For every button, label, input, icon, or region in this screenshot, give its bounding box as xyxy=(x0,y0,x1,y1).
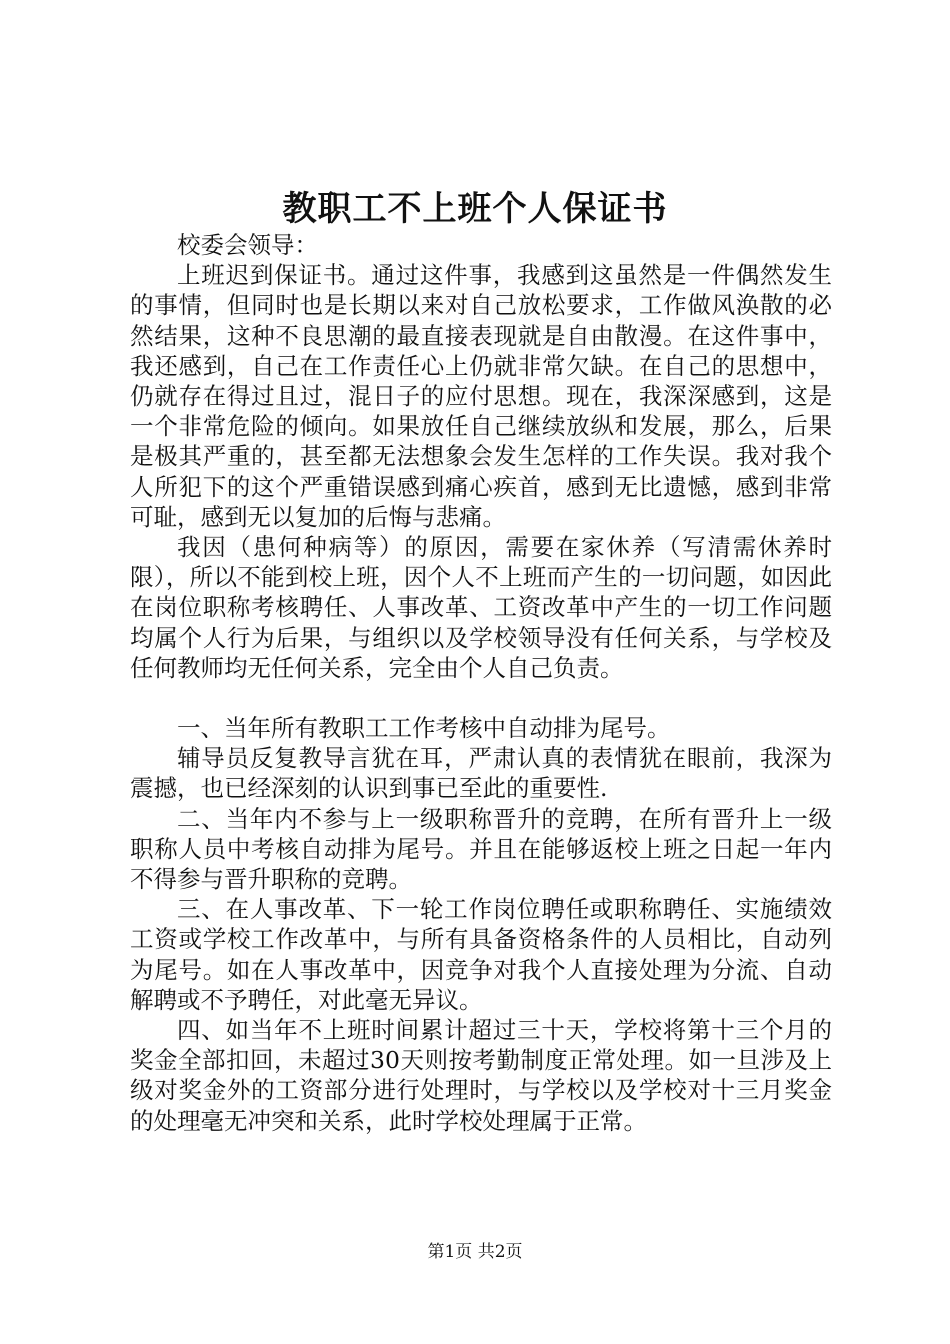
paragraph-intro: 上班迟到保证书。通过这件事，我感到这虽然是一件偶然发生的事情，但同时也是长期以来对自己放松要求，工作做风涣散的必然结果，这种不良思潮的最直接表现就是自由散漫。在这件事中，我还感到，自己在工作责任心上仍就非常欠缺。在自己的思想中，仍就存在得过且过，混日子的应付思想。现在，我深深感到，这是一个非常危险的倾向。如果放任自己继续放纵和发展，那么，后果是极其严重的，甚至都无法想象会发生怎样的工作失误。我对我个人所犯下的这个严重错误感到痛心疾首，感到无比遗憾，感到非常可耻，感到无以复加的后悔与悲痛。 xyxy=(130,261,832,531)
paragraph-item-4: 四、如当年不上班时间累计超过三十天，学校将第十三个月的奖金全部扣回，未超过30天则按考勤制度正常处理。如一旦涉及上级对奖金外的工资部分进行处理时，与学校以及学校对十三月奖金的处理毫无冲突和关系，此时学校处理属于正常。 xyxy=(130,1016,832,1135)
salutation: 校委会领导： xyxy=(177,231,318,259)
paragraph-item-2: 二、当年内不参与上一级职称晋升的竞聘，在所有晋升上一级职称人员中考核自动排为尾号。并且在能够返校上班之日起一年内不得参与晋升职称的竞聘。 xyxy=(130,804,832,894)
document-body xyxy=(130,230,832,1136)
paragraph-reason: 我因（患何种病等）的原因，需要在家休养（写清需休养时限），所以不能到校上班，因个人不上班而产生的一切问题，如因此在岗位职称考核聘任、人事改革、工资改革中产生的一切工作问题均属个人行为后果，与组织以及学校领导没有任何关系，与学校及任何教师均无任何关系，完全由个人自己负责。 xyxy=(130,533,832,682)
paragraph-item-3: 三、在人事改革、下一轮工作岗位聘任或职称聘任、实施绩效工资或学校工作改革中，与所有具备资格条件的人员相比，自动列为尾号。如在人事改革中，因竞争对我个人直接处理为分流、自动解聘或不予聘任，对此毫无异议。 xyxy=(130,895,832,1014)
paragraph-item-1: 一、当年所有教职工工作考核中自动排为尾号。 xyxy=(177,714,671,743)
page-number-footer: 第1页 共2页 xyxy=(427,1242,523,1262)
document-title: 教职工不上班个人保证书 xyxy=(282,189,668,229)
paragraph-counselor: 辅导员反复教导言犹在耳，严肃认真的表情犹在眼前，我深为震撼，也已经深刻的认识到事已至此的重要性. xyxy=(130,744,832,803)
